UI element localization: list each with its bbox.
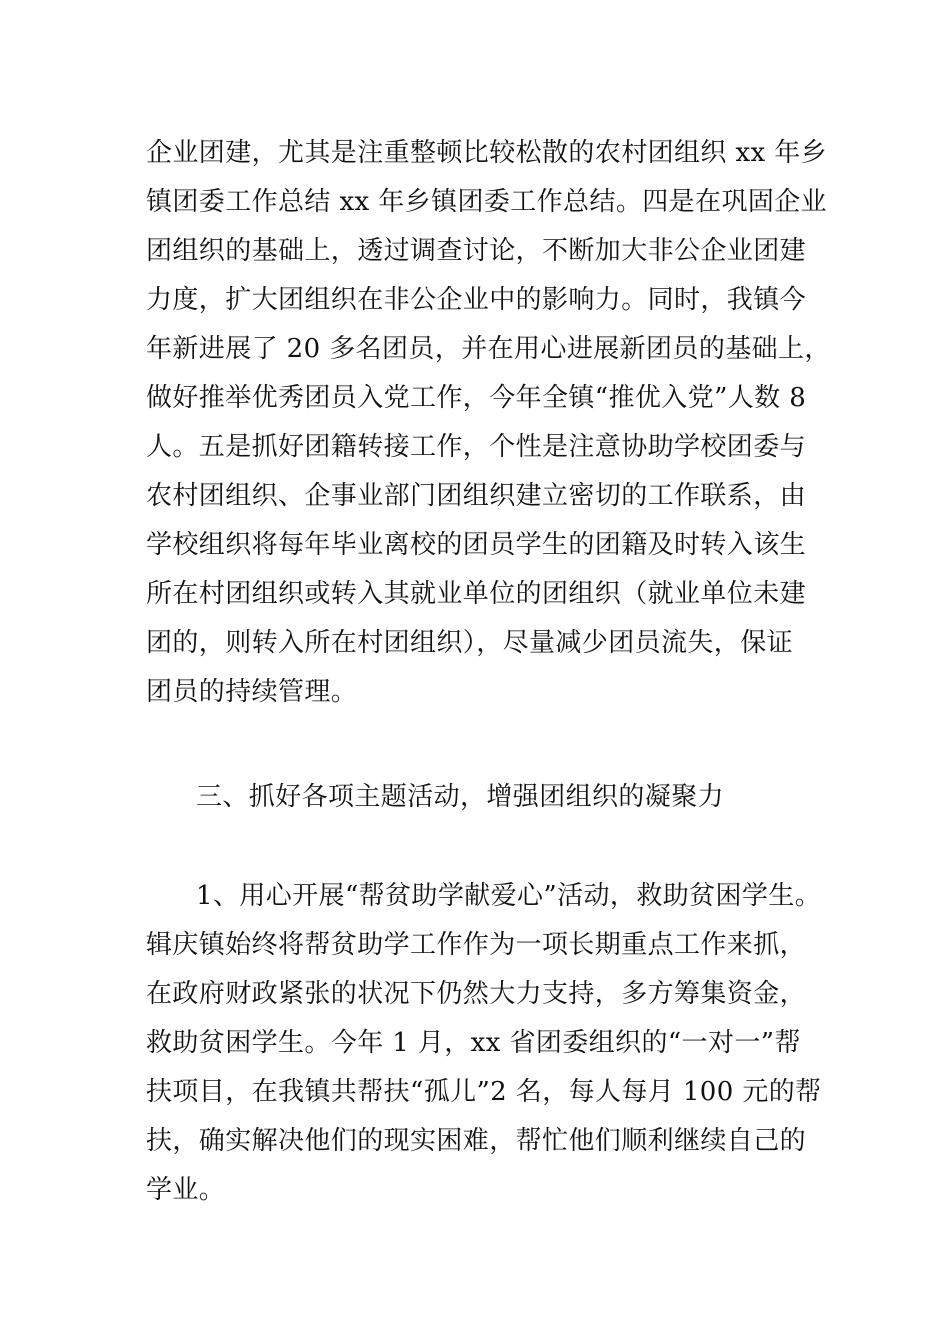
paragraph-line: 年新进展了 20 多名团员，并在用心进展新团员的基础上， bbox=[146, 334, 831, 364]
paragraph-line: 镇团委工作总结 xx 年乡镇团委工作总结。四是在巩固企业 bbox=[146, 187, 828, 217]
paragraph-line: 团的，则转入所在村团组织），尽量减少团员流失，保证 bbox=[146, 628, 794, 658]
paragraph-line: 辑庆镇始终将帮贫助学工作作为一项长期重点工作来抓， bbox=[146, 930, 807, 960]
paragraph-line: 1、用心开展“帮贫助学献爱心”活动，救助贫困学生。 bbox=[196, 881, 822, 911]
paragraph-line: 团组织的基础上，透过调查讨论，不断加大非公企业团建 bbox=[146, 236, 807, 266]
section-heading: 三、抓好各项主题活动，增强团组织的凝聚力 bbox=[196, 782, 725, 812]
paragraph-line: 学业。 bbox=[146, 1175, 226, 1205]
paragraph-line: 在政府财政紧张的状况下仍然大力支持，多方筹集资金， bbox=[146, 979, 807, 1009]
paragraph-line: 学校组织将每年毕业离校的团员学生的团籍及时转入该生 bbox=[146, 530, 807, 560]
paragraph-line: 所在村团组织或转入其就业单位的团组织（就业单位未建 bbox=[146, 579, 807, 609]
paragraph-line: 团员的持续管理。 bbox=[146, 677, 358, 707]
paragraph-line: 扶项目，在我镇共帮扶“孤儿”2 名，每人每月 100 元的帮 bbox=[146, 1077, 822, 1107]
paragraph-line: 做好推举优秀团员入党工作，今年全镇“推优入党”人数 8 bbox=[146, 383, 807, 413]
paragraph-line: 企业团建，尤其是注重整顿比较松散的农村团组织 xx 年乡 bbox=[146, 138, 828, 168]
paragraph-line: 人。五是抓好团籍转接工作，个性是注意协助学校团委与 bbox=[146, 432, 807, 462]
paragraph-line: 救助贫困学生。今年 1 月，xx 省团委组织的“一对一”帮 bbox=[146, 1028, 801, 1058]
paragraph-line: 扶，确实解决他们的现实困难，帮忙他们顺利继续自己的 bbox=[146, 1126, 807, 1156]
paragraph-line: 农村团组织、企事业部门团组织建立密切的工作联系，由 bbox=[146, 481, 807, 511]
paragraph-line: 力度，扩大团组织在非公企业中的影响力。同时，我镇今 bbox=[146, 285, 807, 315]
